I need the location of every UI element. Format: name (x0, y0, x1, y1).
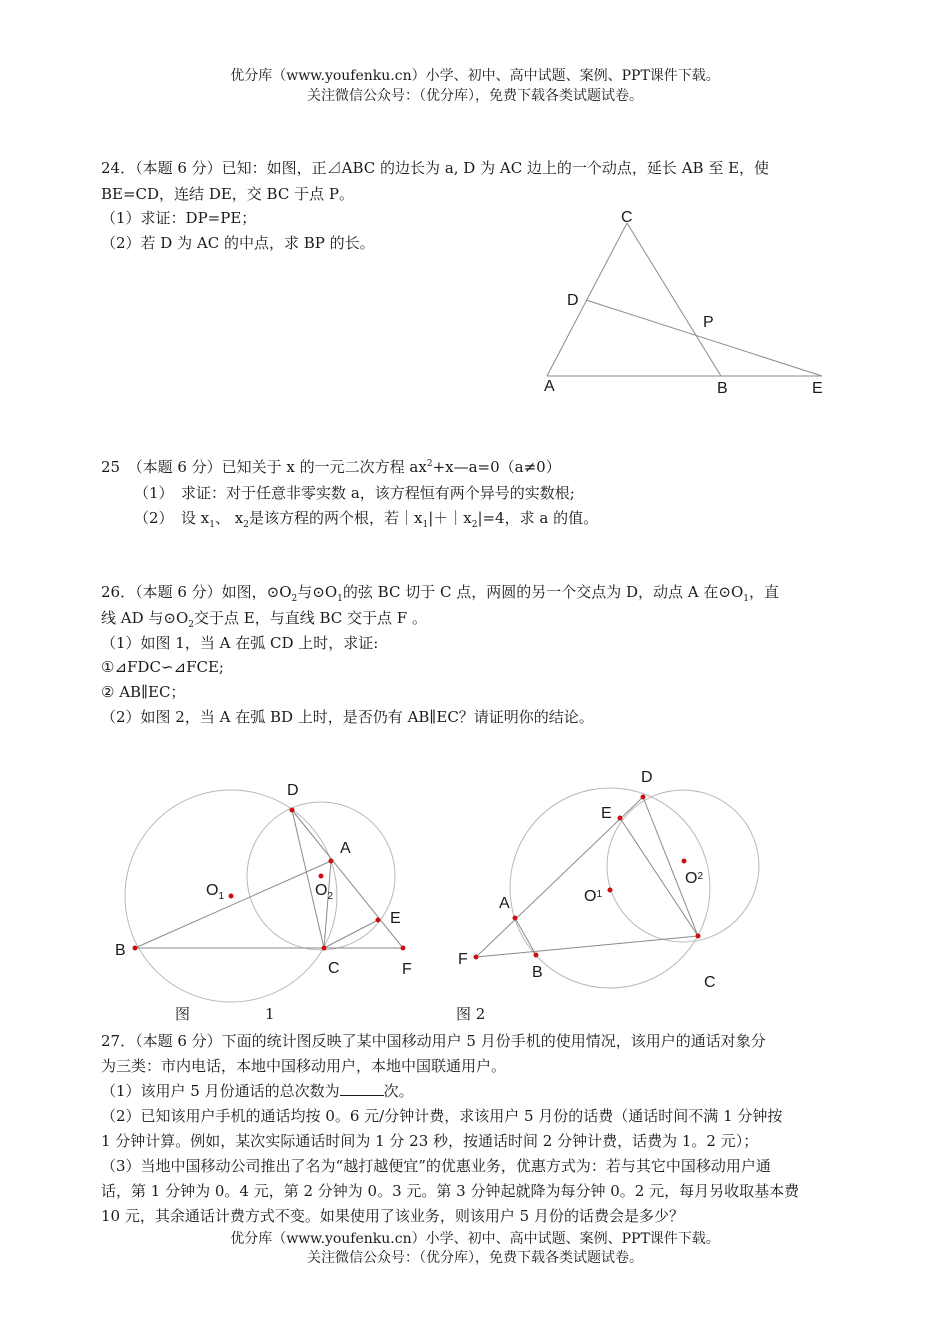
fig2-caption: 图 2 (456, 1005, 486, 1023)
q25-part-1: （1） 求证：对于任意非零实数 a，该方程恒有两个异号的实数根; (134, 484, 575, 502)
footer-line-1: 优分库（www.youfenku.cn）小学、初中、高中试题、案例、PPT课件下载。 (230, 1231, 720, 1247)
fig2-label-a: A (499, 895, 510, 912)
fig1-point-c (322, 946, 327, 951)
fig2-label-d: D (641, 769, 653, 786)
fig1-point-o2 (319, 874, 324, 879)
fig2-point-f (474, 955, 479, 960)
fig2-circle-o1 (510, 788, 710, 988)
fig1-point-e (376, 918, 381, 923)
fig2-line-fc (476, 936, 698, 957)
q26-part-1a: ①⊿FDC∽⊿FCE; (101, 658, 224, 676)
q27-line-2: 为三类：市内电话，本地中国移动用户，本地中国联通用户。 (101, 1057, 507, 1075)
q25-title: 25 （本题 6 分）已知关于 x 的一元二次方程 $ax^2+x—a=0(a\ne 0)$ (101, 458, 561, 476)
q24-label-p: P (703, 314, 714, 331)
fig2-label-o1: $O^1$ (584, 888, 603, 905)
fig1-line-ac (324, 861, 331, 948)
fig2-point-o1 (608, 888, 613, 893)
fig1-point-b (133, 946, 138, 951)
q26-part-1: （1）如图 1，当 A 在弧 CD 上时，求证: (101, 634, 379, 652)
fig2-line-dc (643, 797, 698, 936)
fig1-point-d (290, 808, 295, 813)
fig1-label-b: B (115, 942, 126, 959)
header-line-1: 优分库（www.youfenku.cn）小学、初中、高中试题、案例、PPT课件下载。 (230, 68, 720, 84)
q25-part-2: （2） 设 $x_1$、 $x_2$是该方程的两个根，若$|x_1|+|x_2|=4$，求 a 的值。 (134, 509, 599, 530)
q24-part-1: （1）求证：DP=PE； (101, 209, 257, 227)
q27-part-2-line-1: （2）已知该用户手机的通话均按 0。6 元/分钟计费，求该用户 5 月份的话费（通话时间不满 1 分钟按 (101, 1107, 783, 1125)
q24-label-b: B (717, 380, 728, 397)
q26-part-1b: ② AB∥EC； (101, 683, 186, 701)
q24-line-2: BE=CD，连结 DE，交 BC 于点 P。 (101, 185, 354, 203)
q27-part-1: （1）该用户 5 月份通话的总次数为 次。 (101, 1082, 414, 1100)
header-line-2: 关注微信公众号：（优分库），免费下载各类试题试卷。 (307, 88, 643, 104)
footer-line-2: 关注微信公众号：（优分库），免费下载各类试题试卷。 (307, 1250, 643, 1266)
q24-label-d: D (567, 292, 579, 309)
fig2-point-b (534, 953, 539, 958)
fig1-label-c: C (328, 960, 340, 977)
fig2-point-d (641, 795, 646, 800)
fig1-line-dc (292, 810, 324, 948)
fig1-caption-b: 1 (265, 1005, 275, 1023)
fig2-circle-o2 (607, 790, 759, 942)
q24-segment-de (586, 300, 822, 376)
fig1-circle-o1 (125, 790, 337, 1002)
fig2-point-a (513, 916, 518, 921)
fig1-caption-a: 图 (175, 1005, 191, 1023)
fig2-label-b: B (532, 964, 543, 981)
q27-part-3-line-2: 话，第 1 分钟为 0。4 元，第 2 分钟为 0。3 元。第 3 分钟起就降为每分钟 0。2 元，每月另收取基本费 (101, 1182, 800, 1200)
q24-label-a: A (544, 378, 555, 395)
fig1-point-o1 (229, 894, 234, 899)
q24-side-bc (627, 223, 721, 376)
fig1-line-ce (324, 920, 378, 948)
q24-line-1: 24．（本题 6 分）已知：如图，正⊿ABC 的边长为 a, D 为 AC 边上的一个动点，延长 AB 至 E，使 (101, 159, 770, 177)
fig2-line-ec (620, 818, 698, 936)
q27-part-3-line-1: （3）当地中国移动公司推出了名为“越打越便宜”的优惠业务，优惠方式为：若与其它中国移动用户通 (101, 1157, 771, 1175)
fig2-label-e: E (601, 805, 612, 822)
q27-part-3-line-3: 10 元，其余通话计费方式不变。如果使用了该业务，则该用户 5 月份的话费会是多少？ (101, 1207, 684, 1225)
fig1-point-f (401, 946, 406, 951)
fig2-point-c (696, 934, 701, 939)
fig1-line-df (292, 810, 403, 948)
q24-label-e: E (812, 380, 823, 397)
fig1-circle-o2 (247, 802, 395, 950)
q24-part-2: （2）若 D 为 AC 的中点，求 BP 的长。 (101, 234, 375, 252)
fig2-label-c: C (704, 974, 716, 991)
fig1-label-f: F (402, 961, 412, 978)
fig2-label-o2: $O^2$ (685, 870, 704, 887)
fig2-point-o2 (682, 859, 687, 864)
fig1-line-ab (135, 861, 334, 948)
q24-label-c: C (621, 209, 633, 226)
fig2-line-ab (515, 918, 536, 955)
q26-line-1: 26．（本题 6 分）如图，$⊙O_2$与$⊙O_1$的弦 BC 切于 C 点，两圆的另一个交点为 D，动点 A 在$⊙O_1$，直 (101, 583, 779, 604)
fig1-point-a (329, 859, 334, 864)
q26-line-2: 线 AD 与$⊙O_2$交于点 E，与直线 BC 交于点 F 。 (101, 609, 427, 630)
q27-answer-blank (340, 1081, 384, 1096)
q24-side-ac (547, 223, 627, 376)
fig2-line-df (476, 797, 643, 957)
fig1-label-e: E (390, 910, 401, 927)
q27-line-1: 27．（本题 6 分）下面的统计图反映了某中国移动用户 5 月份手机的使用情况，该用户的通话对象分 (101, 1032, 766, 1050)
fig2-label-f: F (458, 951, 468, 968)
q27-part-2-line-2: 1 分钟计算。例如，某次实际通话时间为 1 分 23 秒，按通话时间 2 分钟计费，话费为 1。2 元）； (101, 1132, 759, 1150)
fig1-label-o2: $O_2$ (315, 882, 334, 902)
q26-part-2: （2）如图 2，当 A 在弧 BD 上时，是否仍有 AB∥EC？请证明你的结论。 (101, 708, 594, 726)
fig1-label-o1: $O_1$ (206, 882, 225, 902)
fig1-label-a: A (340, 840, 351, 857)
fig1-label-d: D (287, 782, 299, 799)
fig2-point-e (618, 816, 623, 821)
